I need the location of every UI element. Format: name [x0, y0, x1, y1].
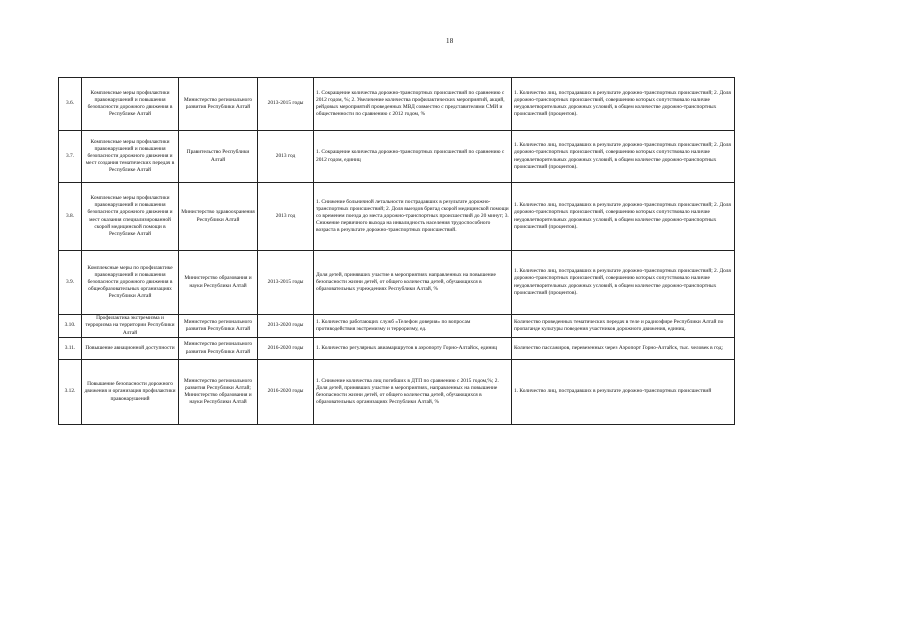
- expected-result: 1. Снижение количества лиц погибших в ДТП по сравнению с 2015 годом,%; 2. Доля детей, принявших участие в мероприятиях, направленных на повышение безопасности жизни детей, от общего количества детей, обучающихся в образовательных организациях Республики Алтай, %: [314, 360, 512, 425]
- indicators: 1. Количество лиц, пострадавших в результате дорожно-транспортных происшествий; 2. Доля дорожно-транспортных происшествий, совершению которых сопутствовало наличие неудовлетворительных дорожных условий, в общем количестве дорожно-транспортных происшествий (процентов).: [512, 183, 735, 251]
- table-row: [59, 131, 735, 183]
- expected-result: 1. Сокращение количества дорожно-транспортных происшествий по сравнению с 2012 годом, %; 2. Увеличение количества профилактических мероприятий, акций, рейдовых мероприятий проведенных МВД совместно с представителями СМИ и общественности по сравнению с 2012 годом, %: [314, 78, 512, 131]
- expected-result: 1. Снижение больничной летальности пострадавших в результате дорожно-транспортных происшествий; 2. Доля выездов бригад скорой медицинской помощи со временем поезда до места дорожно-транспортных происшествий до 20 минут; 3. Снижение первичного выхода на инвалидность населения трудоспособного возраста в результате дорожно-транспортных происшествий.: [314, 183, 512, 251]
- measure-name: Комплексные меры по профилактике правонарушений и повышения безопасности дорожного движения в общеобразовательных организациях Республики Алтай: [82, 251, 179, 315]
- page-number: 18: [446, 37, 454, 45]
- indicators: 1. Количество лиц, пострадавших в результате дорожно-транспортных происшествий; 2. Доля дорожно-транспортных происшествий, совершению которых сопутствовало наличие неудовлетворительных дорожных условий, в общем количестве дорожно-транспортных происшествий (процентов).: [512, 131, 735, 183]
- row-number: 3.7.: [59, 131, 82, 183]
- table-row: [59, 183, 735, 251]
- stray-mark: .: [734, 418, 736, 423]
- indicators: 1. Количество лиц, пострадавших в результате дорожно-транспортных происшествий; 2. Доля дорожно-транспортных происшествий, совершению которых сопутствовало наличие неудовлетворительных дорожных условий, в общем количестве дорожно-транспортных происшествий (процентов).: [512, 78, 735, 131]
- measures-table: [58, 77, 735, 425]
- indicators: Количество пассажиров, перевезенных через Аэропорт Горно-Алтайск, тыс. человек в год;: [512, 338, 735, 360]
- table-row: [59, 338, 735, 360]
- executor: Министерство регионального развития Республики Алтай: [179, 338, 258, 360]
- measure-name: Комплексные меры профилактики правонарушений и повышения безопасности дорожного движения и мест оказания специализированной скорой медицинской помощи в Республике Алтай: [82, 183, 179, 251]
- row-number: 3.6.: [59, 78, 82, 131]
- term: 2016-2020 годы: [258, 338, 314, 360]
- measure-name: Комплексные меры профилактики правонарушений и повышения безопасности дорожного движения и мест создания тематических передач в Республике Алтай: [82, 131, 179, 183]
- row-number: 3.8.: [59, 183, 82, 251]
- table-row: [59, 251, 735, 315]
- expected-result: 1. Количество работающих служб «Телефон доверия» по вопросам противодействия экстремизму и терроризму, ед.: [314, 315, 512, 338]
- indicators: Количество проведенных тематических передач в теле и радиоэфире Республики Алтай по пропаганде культуры поведения участников дорожного движения, единиц.: [512, 315, 735, 338]
- term: 2013-2015 годы: [258, 78, 314, 131]
- executor: Правительство Республики Алтай: [179, 131, 258, 183]
- term: 2013 год: [258, 183, 314, 251]
- expected-result: Доля детей, принявших участие в мероприятиях направленных на повышение безопасности жизни детей, от общего количества детей, обучающихся в образовательных учреждениях Республики Алтай, %: [314, 251, 512, 315]
- measure-name: Повышение безопасности дорожного движения и организация профилактики правонарушений: [82, 360, 179, 425]
- executor: Министерство регионального развития Республики Алтай; Министерство образования и науки Республики Алтай: [179, 360, 258, 425]
- measure-name: Повышение авиационной доступности: [82, 338, 179, 360]
- term: 2016-2020 годы: [258, 360, 314, 425]
- row-number: 3.11.: [59, 338, 82, 360]
- term: 2013-2020 годы: [258, 315, 314, 338]
- measure-name: Комплексные меры профилактики правонарушений и повышения безопасности дорожного движения в Республике Алтай: [82, 78, 179, 131]
- indicators: 1. Количество лиц, пострадавших в результате дорожно-транспортных происшествий; 2. Доля дорожно-транспортных происшествий, совершению которых сопутствовало наличие неудовлетворительных дорожных условий, в общем количестве дорожно-транспортных происшествий (процентов).: [512, 251, 735, 315]
- table-row: [59, 315, 735, 338]
- executor: Министерство регионального развития Республики Алтай: [179, 315, 258, 338]
- indicators: 1. Количество лиц, пострадавших в результате дорожно-транспортных происшествий: [512, 360, 735, 425]
- row-number: 3.9.: [59, 251, 82, 315]
- executor: Министерство здравоохранения Республики Алтай: [179, 183, 258, 251]
- row-number: 3.10.: [59, 315, 82, 338]
- term: 2013-2015 годы: [258, 251, 314, 315]
- expected-result: 1. Количество регулярных авиамаршрутов в аэропорту Горно-Алтайск, единиц: [314, 338, 512, 360]
- term: 2013 год: [258, 131, 314, 183]
- measure-name: Профилактика экстремизма и терроризма на территории Республики Алтай: [82, 315, 179, 338]
- row-number: 3.12.: [59, 360, 82, 425]
- executor: Министерство образования и науки Республики Алтай: [179, 251, 258, 315]
- table-row: [59, 78, 735, 131]
- expected-result: 1. Сокращение количества дорожно-транспортных происшествий по сравнению с 2012 годом, единиц: [314, 131, 512, 183]
- executor: Министерство регионального развития Республики Алтай: [179, 78, 258, 131]
- table-row: [59, 360, 735, 425]
